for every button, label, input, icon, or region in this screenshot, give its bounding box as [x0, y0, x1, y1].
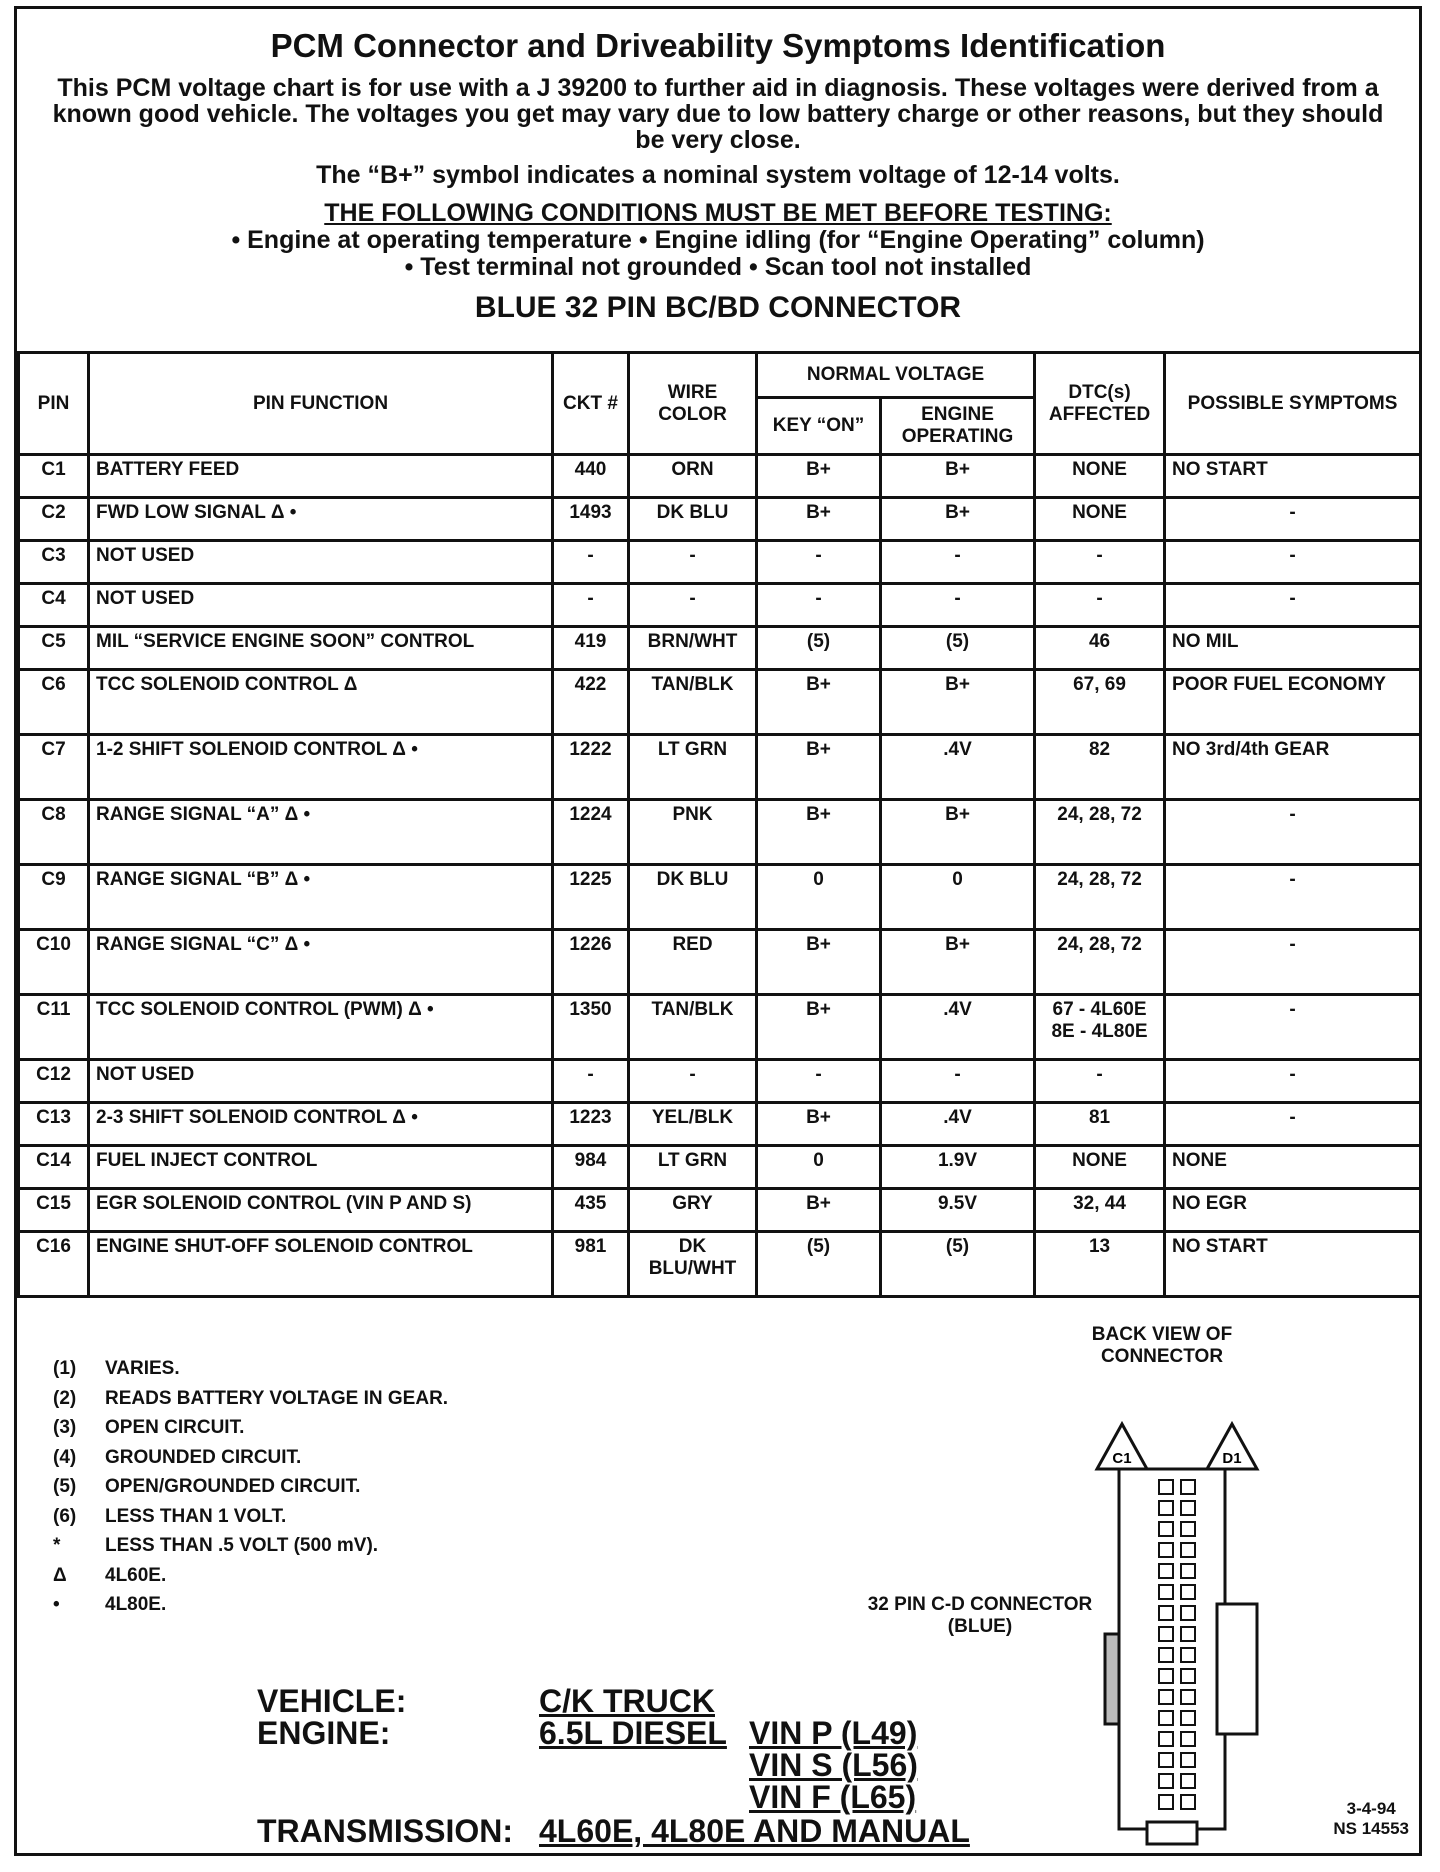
- note-text: VARIES.: [105, 1358, 180, 1379]
- note-mark: (4): [53, 1446, 77, 1468]
- note-mark: (6): [53, 1505, 77, 1527]
- conditions-heading: THE FOLLOWING CONDITIONS MUST BE MET BEFORE TESTING:: [324, 199, 1112, 227]
- pin-cell: C14: [19, 1146, 89, 1189]
- pin-cell: C10: [19, 930, 89, 995]
- engine-operating-cell: -: [881, 1060, 1035, 1103]
- note-mark: (1): [53, 1358, 77, 1379]
- ckt-cell: 1223: [553, 1103, 629, 1146]
- engine-operating-cell: .4V: [881, 1103, 1035, 1146]
- table-row: [19, 1060, 1421, 1103]
- table-row: [19, 584, 1421, 627]
- pin-cell: C13: [19, 1103, 89, 1146]
- wire-cell: LT GRN: [629, 1146, 757, 1189]
- ckt-cell: 1222: [553, 735, 629, 800]
- note-text: 4L60E.: [105, 1564, 167, 1586]
- table-row: [19, 498, 1421, 541]
- symptoms-cell: -: [1165, 541, 1421, 584]
- table-row: [19, 735, 1421, 800]
- connector-cavity: [1159, 1522, 1173, 1536]
- table-row: [19, 1232, 1421, 1297]
- pin-cell: C4: [19, 584, 89, 627]
- dtc-cell: 24, 28, 72: [1035, 930, 1165, 995]
- wire-cell: TAN/BLK: [629, 995, 757, 1060]
- function-cell: FUEL INJECT CONTROL: [89, 1146, 553, 1189]
- engine-operating-cell: 1.9V: [881, 1146, 1035, 1189]
- engine-label: ENGINE:: [257, 1715, 391, 1751]
- header-symptoms: POSSIBLE SYMPTOMS: [1165, 353, 1421, 455]
- note-item: [53, 1561, 448, 1591]
- ckt-cell: -: [553, 541, 629, 584]
- symptoms-cell: -: [1165, 584, 1421, 627]
- engine-operating-cell: B+: [881, 930, 1035, 995]
- note-item: [53, 1502, 448, 1532]
- conditions-line-2: • Test terminal not grounded • Scan tool not installed: [404, 253, 1032, 281]
- transmission-label: TRANSMISSION:: [257, 1813, 513, 1849]
- notes-list: [53, 1354, 448, 1620]
- connector-title: BLUE 32 PIN BC/BD CONNECTOR: [474, 291, 962, 324]
- connector-cavity: [1181, 1606, 1195, 1620]
- wire-cell: TAN/BLK: [629, 670, 757, 735]
- note-text: LESS THAN 1 VOLT.: [105, 1505, 287, 1527]
- key-on-cell: -: [757, 1060, 881, 1103]
- wire-cell: DK BLU: [629, 498, 757, 541]
- d1-label: D1: [1222, 1450, 1242, 1467]
- connector-cavity: [1181, 1648, 1195, 1662]
- pin-cell: C11: [19, 995, 89, 1060]
- symptoms-cell: -: [1165, 1060, 1421, 1103]
- pin-cell: C1: [19, 455, 89, 498]
- engine-operating-cell: (5): [881, 627, 1035, 670]
- connector-cavity: [1159, 1501, 1173, 1515]
- connector-cavity: [1181, 1501, 1195, 1515]
- dtc-cell: 46: [1035, 627, 1165, 670]
- dtc-cell: -: [1035, 584, 1165, 627]
- header-function: PIN FUNCTION: [89, 353, 553, 455]
- header: [17, 9, 1419, 349]
- pin-cell: C3: [19, 541, 89, 584]
- ckt-cell: 1225: [553, 865, 629, 930]
- stamp-date: 3-4-94: [1346, 1799, 1396, 1818]
- dtc-cell: -: [1035, 541, 1165, 584]
- ckt-cell: 419: [553, 627, 629, 670]
- table-row: [19, 1146, 1421, 1189]
- ckt-cell: 981: [553, 1232, 629, 1297]
- wire-cell: YEL/BLK: [629, 1103, 757, 1146]
- dtc-cell: 67, 69: [1035, 670, 1165, 735]
- header-pin: PIN: [19, 353, 89, 455]
- function-cell: EGR SOLENOID CONTROL (VIN P AND S): [89, 1189, 553, 1232]
- connector-cavity: [1159, 1669, 1173, 1683]
- connector-cavity: [1181, 1543, 1195, 1557]
- ckt-cell: 984: [553, 1146, 629, 1189]
- key-on-cell: -: [757, 584, 881, 627]
- pin-cell: C8: [19, 800, 89, 865]
- note-item: [53, 1443, 448, 1473]
- footer: [17, 1294, 1419, 1854]
- symptoms-cell: -: [1165, 498, 1421, 541]
- note-text: OPEN CIRCUIT.: [105, 1417, 245, 1438]
- connector-cavity: [1159, 1648, 1173, 1662]
- symptoms-cell: NONE: [1165, 1146, 1421, 1189]
- page-title: PCM Connector and Driveability Symptoms Identification: [270, 27, 1166, 64]
- table-row: [19, 930, 1421, 995]
- symptoms-cell: NO EGR: [1165, 1189, 1421, 1232]
- note-mark: Δ: [53, 1564, 67, 1586]
- key-on-cell: B+: [757, 670, 881, 735]
- stamp-code: NS 14553: [1333, 1819, 1409, 1838]
- dtc-cell: NONE: [1035, 1146, 1165, 1189]
- wire-cell: GRY: [629, 1189, 757, 1232]
- function-cell: 1-2 SHIFT SOLENOID CONTROL Δ •: [89, 735, 553, 800]
- connector-cavity: [1159, 1564, 1173, 1578]
- bplus-note: The “B+” symbol indicates a nominal system voltage of 12-14 volts.: [316, 161, 1120, 189]
- engine-value: 6.5L DIESEL: [539, 1715, 727, 1751]
- symptoms-cell: NO 3rd/4th GEAR: [1165, 735, 1421, 800]
- key-on-cell: -: [757, 541, 881, 584]
- table-row: [19, 670, 1421, 735]
- connector-cavity: [1181, 1627, 1195, 1641]
- connector-cavity: [1181, 1522, 1195, 1536]
- table-row: [19, 995, 1421, 1060]
- pin-cell: C6: [19, 670, 89, 735]
- engine-operating-cell: B+: [881, 498, 1035, 541]
- engine-operating-cell: B+: [881, 670, 1035, 735]
- dtc-cell: 81: [1035, 1103, 1165, 1146]
- note-mark: (5): [53, 1476, 77, 1497]
- symptoms-cell: -: [1165, 995, 1421, 1060]
- function-cell: NOT USED: [89, 541, 553, 584]
- engine-operating-cell: 0: [881, 865, 1035, 930]
- symptoms-cell: -: [1165, 1103, 1421, 1146]
- header-ckt: CKT #: [553, 353, 629, 455]
- wire-cell: LT GRN: [629, 735, 757, 800]
- connector-cavity: [1159, 1795, 1173, 1809]
- key-on-cell: B+: [757, 455, 881, 498]
- table-row: [19, 865, 1421, 930]
- engine-operating-cell: 9.5V: [881, 1189, 1035, 1232]
- note-text: READS BATTERY VOLTAGE IN GEAR.: [105, 1387, 449, 1409]
- key-on-cell: 0: [757, 865, 881, 930]
- connector-cavity: [1159, 1732, 1173, 1746]
- note-item: [53, 1590, 448, 1620]
- dtc-cell: NONE: [1035, 498, 1165, 541]
- dtc-cell: 82: [1035, 735, 1165, 800]
- note-item: [53, 1354, 448, 1384]
- note-mark: (3): [53, 1417, 77, 1438]
- wire-cell: PNK: [629, 800, 757, 865]
- dtc-cell: -: [1035, 1060, 1165, 1103]
- pin-cell: C7: [19, 735, 89, 800]
- connector-cavity: [1181, 1690, 1195, 1704]
- connector-cavity: [1159, 1690, 1173, 1704]
- connector-latch: [1217, 1604, 1257, 1734]
- pin-cell: C12: [19, 1060, 89, 1103]
- connector-cavity: [1181, 1564, 1195, 1578]
- note-mark: •: [53, 1594, 60, 1615]
- wire-cell: DK BLU/WHT: [629, 1232, 757, 1297]
- engine-operating-cell: .4V: [881, 735, 1035, 800]
- header-key-on: KEY “ON”: [757, 398, 881, 455]
- symptoms-cell: NO START: [1165, 1232, 1421, 1297]
- note-item: [53, 1531, 448, 1561]
- back-view-label: BACK VIEW OF CONNECTOR: [1091, 1324, 1233, 1367]
- key-on-cell: B+: [757, 800, 881, 865]
- wire-cell: BRN/WHT: [629, 627, 757, 670]
- wire-cell: -: [629, 584, 757, 627]
- note-mark: (2): [53, 1387, 77, 1409]
- ckt-cell: 440: [553, 455, 629, 498]
- vehicle-label: VEHICLE:: [257, 1683, 407, 1719]
- note-text: GROUNDED CIRCUIT.: [105, 1446, 302, 1468]
- pin-cell: C9: [19, 865, 89, 930]
- key-on-cell: B+: [757, 1103, 881, 1146]
- function-cell: FWD LOW SIGNAL Δ •: [89, 498, 553, 541]
- wire-cell: DK BLU: [629, 865, 757, 930]
- wire-cell: ORN: [629, 455, 757, 498]
- table-row: [19, 1103, 1421, 1146]
- vin-2: VIN S (L56): [749, 1747, 918, 1783]
- header-wire: WIRE COLOR: [629, 353, 757, 455]
- c1-label: C1: [1112, 1450, 1132, 1467]
- function-cell: MIL “SERVICE ENGINE SOON” CONTROL: [89, 627, 553, 670]
- key-on-cell: B+: [757, 735, 881, 800]
- key-on-cell: B+: [757, 995, 881, 1060]
- connector-cavity: [1159, 1774, 1173, 1788]
- engine-operating-cell: (5): [881, 1232, 1035, 1297]
- note-text: LESS THAN .5 VOLT (500 mV).: [105, 1535, 379, 1556]
- engine-operating-cell: -: [881, 584, 1035, 627]
- function-cell: TCC SOLENOID CONTROL (PWM) Δ •: [89, 995, 553, 1060]
- function-cell: BATTERY FEED: [89, 455, 553, 498]
- ckt-cell: -: [553, 1060, 629, 1103]
- dtc-cell: NONE: [1035, 455, 1165, 498]
- wire-cell: -: [629, 1060, 757, 1103]
- connector-cavity: [1159, 1606, 1173, 1620]
- transmission-value: 4L60E, 4L80E AND MANUAL: [539, 1813, 970, 1849]
- intro-text: This PCM voltage chart is for use with a J 39200 to further aid in diagnosis. These voltages were derived from a known good vehicle. The voltages you get may vary due to low battery charge or other reasons, but they should be very close.: [52, 74, 1384, 154]
- table-row: [19, 455, 1421, 498]
- symptoms-cell: POOR FUEL ECONOMY: [1165, 670, 1421, 735]
- table-row: [19, 1189, 1421, 1232]
- ckt-cell: 435: [553, 1189, 629, 1232]
- ckt-cell: 1493: [553, 498, 629, 541]
- key-on-cell: B+: [757, 930, 881, 995]
- dtc-cell: 32, 44: [1035, 1189, 1165, 1232]
- ckt-cell: 1350: [553, 995, 629, 1060]
- header-engine-operating: ENGINE OPERATING: [881, 398, 1035, 455]
- engine-operating-cell: B+: [881, 455, 1035, 498]
- table-row: [19, 627, 1421, 670]
- note-item: [53, 1384, 448, 1414]
- connector-cavity: [1159, 1753, 1173, 1767]
- engine-operating-cell: .4V: [881, 995, 1035, 1060]
- table-row: [19, 800, 1421, 865]
- pin-cell: C15: [19, 1189, 89, 1232]
- wire-cell: -: [629, 541, 757, 584]
- connector-cavity: [1181, 1669, 1195, 1683]
- header-dtc: DTC(s) AFFECTED: [1035, 353, 1165, 455]
- ckt-cell: 1226: [553, 930, 629, 995]
- conditions-line-1: • Engine at operating temperature • Engine idling (for “Engine Operating” column): [231, 226, 1205, 254]
- key-on-cell: (5): [757, 1232, 881, 1297]
- vehicle-value: C/K TRUCK: [539, 1683, 715, 1719]
- connector-cavity: [1159, 1543, 1173, 1557]
- connector-foot: [1147, 1822, 1197, 1844]
- connector-cavity: [1159, 1585, 1173, 1599]
- connector-cavity: [1159, 1711, 1173, 1725]
- connector-cavity: [1181, 1732, 1195, 1746]
- connector-cavity: [1181, 1753, 1195, 1767]
- function-cell: 2-3 SHIFT SOLENOID CONTROL Δ •: [89, 1103, 553, 1146]
- key-on-cell: B+: [757, 498, 881, 541]
- function-cell: NOT USED: [89, 584, 553, 627]
- connector-diagram: [1077, 1414, 1277, 1854]
- document-stamp: [1333, 1799, 1409, 1839]
- connector-cavity: [1181, 1585, 1195, 1599]
- note-text: 4L80E.: [105, 1594, 167, 1615]
- wire-cell: RED: [629, 930, 757, 995]
- key-on-cell: B+: [757, 1189, 881, 1232]
- symptoms-cell: -: [1165, 930, 1421, 995]
- pin-cell: C16: [19, 1232, 89, 1297]
- function-cell: RANGE SIGNAL “C” Δ •: [89, 930, 553, 995]
- symptoms-cell: -: [1165, 800, 1421, 865]
- function-cell: ENGINE SHUT-OFF SOLENOID CONTROL: [89, 1232, 553, 1297]
- function-cell: RANGE SIGNAL “A” Δ •: [89, 800, 553, 865]
- dtc-cell: 24, 28, 72: [1035, 865, 1165, 930]
- ckt-cell: 422: [553, 670, 629, 735]
- vin-1: VIN P (L49): [749, 1715, 918, 1751]
- note-text: OPEN/GROUNDED CIRCUIT.: [105, 1476, 361, 1497]
- note-mark: *: [53, 1535, 61, 1556]
- connector-side-tab: [1105, 1634, 1119, 1724]
- header-normal-voltage: NORMAL VOLTAGE: [757, 353, 1035, 398]
- dtc-cell: 13: [1035, 1232, 1165, 1297]
- pin-table: [17, 351, 1422, 1298]
- pin-cell: C5: [19, 627, 89, 670]
- ckt-cell: -: [553, 584, 629, 627]
- engine-operating-cell: B+: [881, 800, 1035, 865]
- ckt-cell: 1224: [553, 800, 629, 865]
- connector-cavity: [1181, 1711, 1195, 1725]
- function-cell: TCC SOLENOID CONTROL Δ: [89, 670, 553, 735]
- symptoms-cell: NO START: [1165, 455, 1421, 498]
- key-on-cell: (5): [757, 627, 881, 670]
- pin-cell: C2: [19, 498, 89, 541]
- note-item: [53, 1413, 448, 1443]
- document-page: [14, 6, 1422, 1856]
- connector-cavity: [1181, 1795, 1195, 1809]
- note-item: [53, 1472, 448, 1502]
- dtc-cell: 67 - 4L60E 8E - 4L80E: [1035, 995, 1165, 1060]
- connector-cavity: [1181, 1480, 1195, 1494]
- connector-cavity: [1159, 1627, 1173, 1641]
- key-on-cell: 0: [757, 1146, 881, 1189]
- connector-cavity: [1181, 1774, 1195, 1788]
- engine-operating-cell: -: [881, 541, 1035, 584]
- table-row: [19, 541, 1421, 584]
- vin-3: VIN F (L65): [749, 1779, 917, 1815]
- connector-label: 32 PIN C-D CONNECTOR (BLUE): [867, 1594, 1093, 1637]
- symptoms-cell: NO MIL: [1165, 627, 1421, 670]
- function-cell: RANGE SIGNAL “B” Δ •: [89, 865, 553, 930]
- connector-cavity: [1159, 1480, 1173, 1494]
- function-cell: NOT USED: [89, 1060, 553, 1103]
- dtc-cell: 24, 28, 72: [1035, 800, 1165, 865]
- symptoms-cell: -: [1165, 865, 1421, 930]
